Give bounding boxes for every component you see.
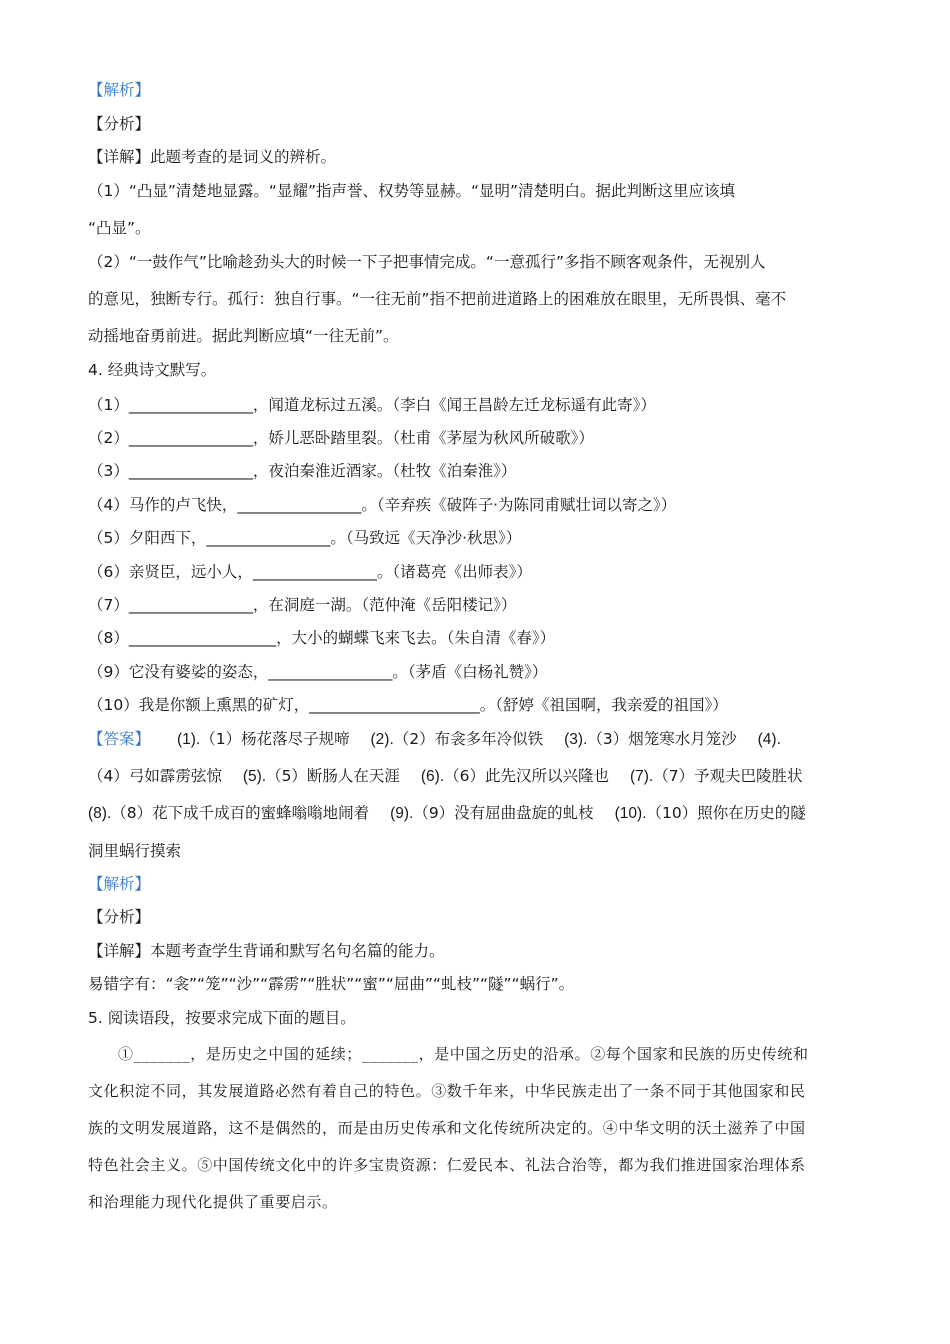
passage-line: 族的文明发展道路，这不是偶然的，而是由历史传承和文化传统所决定的。④中华文明的沃土滋养了中国 [88, 1119, 806, 1137]
answer-item: (5).（5）断肠人在天涯 [242, 767, 400, 785]
answers-row [88, 729, 781, 750]
passage-line: ①_______，是历史之中国的延续；_______，是中国之历史的沿承。②每个国家和民族的历史传统和 [118, 1045, 809, 1063]
fill-blank-item: （3）________________，夜泊秦淮近酒家。（杜牧《泊秦淮》） [88, 462, 517, 480]
fill-blank-item: （1）________________，闻道龙标过五溪。（李白《闻王昌龄左迁龙标遥有此寄》） [88, 396, 656, 414]
answers-row [88, 766, 803, 787]
answer-item: (3).（3）烟笼寒水月笼沙 [564, 730, 737, 748]
paragraph-line: 的意见，独断专行。孤行：独自行事。“一往无前”指不把前进道路上的困难放在眼里，无所畏惧、毫不 [88, 290, 787, 308]
passage-line: 文化积淀不同，其发展道路必然有着自己的特色。③数千年来，中华民族走出了一条不同于其他国家和民 [88, 1082, 806, 1100]
answer-item: (9).（9）没有屈曲盘旋的虬枝 [390, 804, 594, 822]
question-title: 4. 经典诗文默写。 [88, 361, 217, 379]
answers-row: 洞里蜗行摸索 [88, 842, 182, 860]
answer-item: (8).（8）花下成千成百的蜜蜂嗡嗡地闹着 [88, 804, 370, 822]
fill-blank-item: （6）亲贤臣，远小人，________________。（诸葛亮《出师表》） [88, 563, 532, 581]
paragraph-line: “凸显”。 [88, 219, 151, 237]
answer-item: (4). [757, 731, 781, 748]
answer-item: (10).（10）照你在历史的隧 [614, 804, 806, 822]
passage-line: 特色社会主义。⑤中国传统文化中的许多宝贵资源：仁爱民本、礼法合治等，都为我们推进国家治理体系 [88, 1156, 806, 1174]
paragraph-line: （1）“凸显”清楚地显露。“显耀”指声誉、权势等显赫。“显明”清楚明白。据此判断这里应该填 [88, 182, 736, 200]
detail-tag: 【详解】 [88, 148, 151, 166]
analysis-subheading: 【分析】 [88, 908, 151, 926]
answer-item: (7).（7）予观夫巴陵胜状 [629, 767, 803, 785]
fill-blank-item: （4）马作的卢飞快，________________。（辛弃疾《破阵子·为陈同甫赋壮词以寄之》） [88, 496, 677, 514]
answer-item: (1).（1）杨花落尽子规啼 [176, 730, 350, 748]
answer-heading: 【答案】 [88, 730, 151, 748]
error-characters-note: 易错字有：“衾”“笼”“沙”“霹雳”“胜状”“蜜”“屈曲”“虬枝”“隧”“蜗行”。 [88, 975, 575, 993]
question-title: 5. 阅读语段，按要求完成下面的题目。 [88, 1009, 356, 1027]
detail-text: 此题考查的是词义的辨析。 [150, 148, 337, 166]
paragraph-line: （2）“一鼓作气”比喻趁劲头大的时候一下子把事情完成。“一意孤行”多指不顾客观条件，无视别人 [88, 253, 766, 271]
answer-item: (6).（6）此先汉所以兴隆也 [420, 767, 609, 785]
detail-line [88, 941, 445, 961]
fill-blank-item: （2）________________，娇儿恶卧踏里裂。（杜甫《茅屋为秋风所破歌》） [88, 429, 594, 447]
fill-blank-item: （8）___________________，大小的蝴蝶飞来飞去。（朱自清《春》） [88, 629, 556, 647]
paragraph-line: 动摇地奋勇前进。据此判断应填“一往无前”。 [88, 327, 399, 345]
fill-blank-item: （5）夕阳西下，________________。（马致远《天净沙·秋思》） [88, 529, 522, 547]
answer-item: （4）弓如霹雳弦惊 [88, 767, 222, 785]
answers-row [88, 803, 806, 824]
analysis-subheading: 【分析】 [88, 115, 151, 133]
fill-blank-item: （9）它没有婆娑的姿态，________________。（茅盾《白杨礼赞》） [88, 663, 548, 681]
analysis-heading: 【解析】 [88, 875, 151, 893]
answer-item: (2).（2）布衾多年冷似铁 [370, 730, 544, 748]
fill-blank-item: （10）我是你额上熏黑的矿灯，______________________。（舒婷《祖国啊，我亲爱的祖国》） [88, 696, 728, 714]
analysis-heading: 【解析】 [88, 81, 151, 99]
passage-line: 和治理能力现代化提供了重要启示。 [88, 1193, 338, 1211]
detail-tag: 【详解】 [88, 942, 151, 960]
detail-line [88, 147, 336, 167]
detail-text: 本题考查学生背诵和默写名句名篇的能力。 [150, 942, 445, 960]
fill-blank-item: （7）________________，在洞庭一湖。（范仲淹《岳阳楼记》） [88, 596, 517, 614]
